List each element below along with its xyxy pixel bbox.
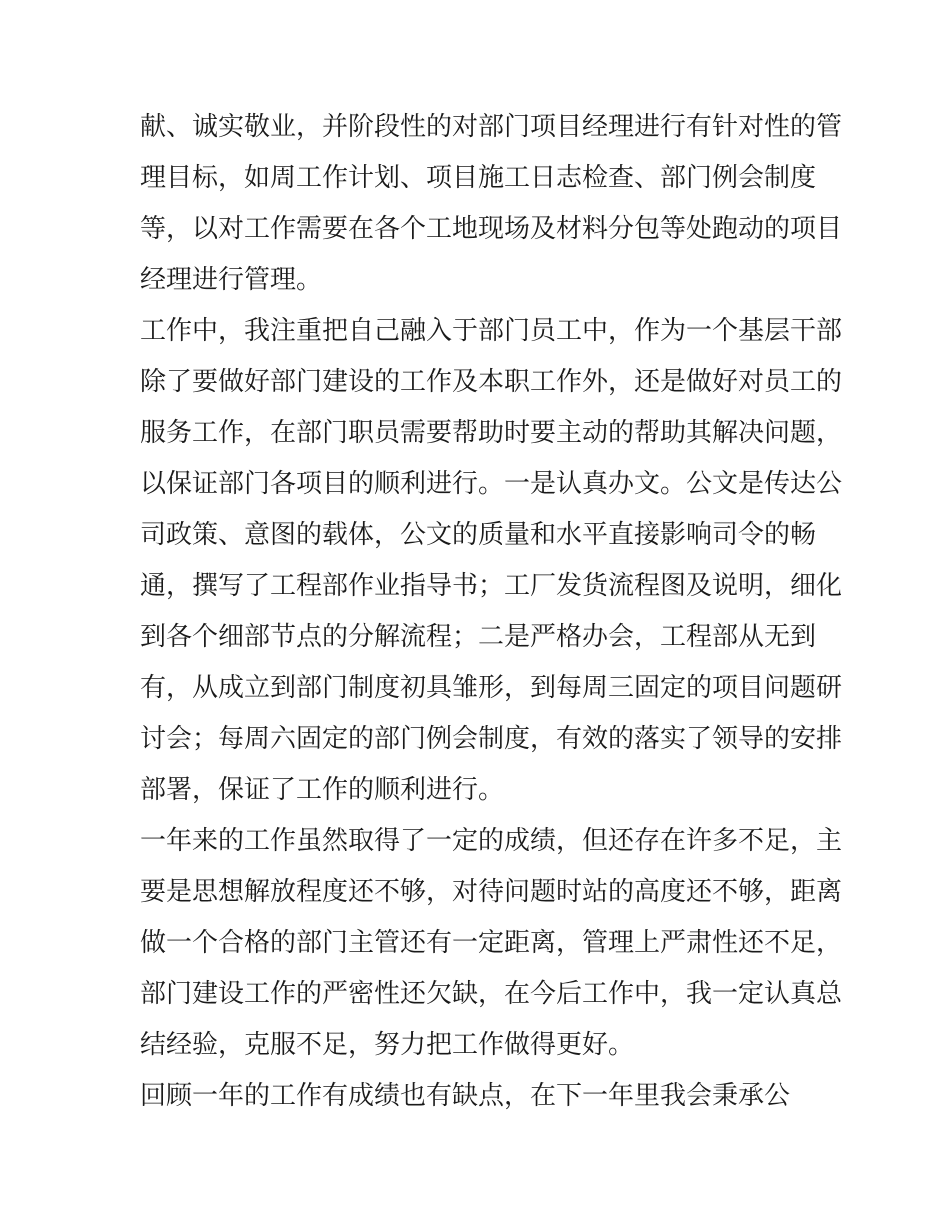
text-line: 除了要做好部门建设的工作及本职工作外，还是做好对员工的 (140, 367, 843, 397)
text-line: 要是思想解放程度还不够，对待问题时站的高度还不够，距离 (140, 877, 843, 907)
text-line: 以保证部门各项目的顺利进行。一是认真办文。公文是传达公 (140, 469, 843, 499)
document-body (140, 102, 843, 1122)
text-line: 有，从成立到部门制度初具雏形，到每周三固定的项目问题研 (140, 673, 843, 703)
paragraph-2 (140, 306, 843, 816)
text-line: 等，以对工作需要在各个工地现场及材料分包等处跑动的项目 (140, 214, 843, 244)
text-line: 理目标，如周工作计划、项目施工日志检查、部门例会制度 (140, 163, 817, 193)
text-line: 通，撰写了工程部作业指导书；工厂发货流程图及说明，细化 (140, 571, 843, 601)
text-line: 结经验，克服不足，努力把工作做得更好。 (140, 1030, 635, 1060)
text-line: 献、诚实敬业，并阶段性的对部门项目经理进行有针对性的管 (140, 112, 843, 142)
text-line: 回顾一年的工作有成绩也有缺点，在下一年里我会秉承公 (140, 1081, 791, 1111)
text-line: 服务工作，在部门职员需要帮助时要主动的帮助其解决问题， (140, 418, 843, 448)
paragraph-4 (140, 1071, 810, 1122)
text-line: 部署，保证了工作的顺利进行。 (140, 775, 505, 805)
text-line: 到各个细部节点的分解流程；二是严格办会，工程部从无到 (140, 622, 817, 652)
paragraph-3 (140, 816, 843, 1071)
text-line: 工作中，我注重把自己融入于部门员工中，作为一个基层干部 (140, 316, 843, 346)
text-line: 部门建设工作的严密性还欠缺，在今后工作中，我一定认真总 (140, 979, 843, 1009)
paragraph-1 (140, 102, 843, 306)
text-line: 一年来的工作虽然取得了一定的成绩，但还存在许多不足，主 (140, 826, 843, 856)
text-line: 做一个合格的部门主管还有一定距离，管理上严肃性还不足， (140, 928, 843, 958)
text-line: 经理进行管理。 (140, 265, 323, 295)
text-line: 司政策、意图的载体，公文的质量和水平直接影响司令的畅 (140, 520, 817, 550)
text-line: 讨会；每周六固定的部门例会制度，有效的落实了领导的安排 (140, 724, 843, 754)
